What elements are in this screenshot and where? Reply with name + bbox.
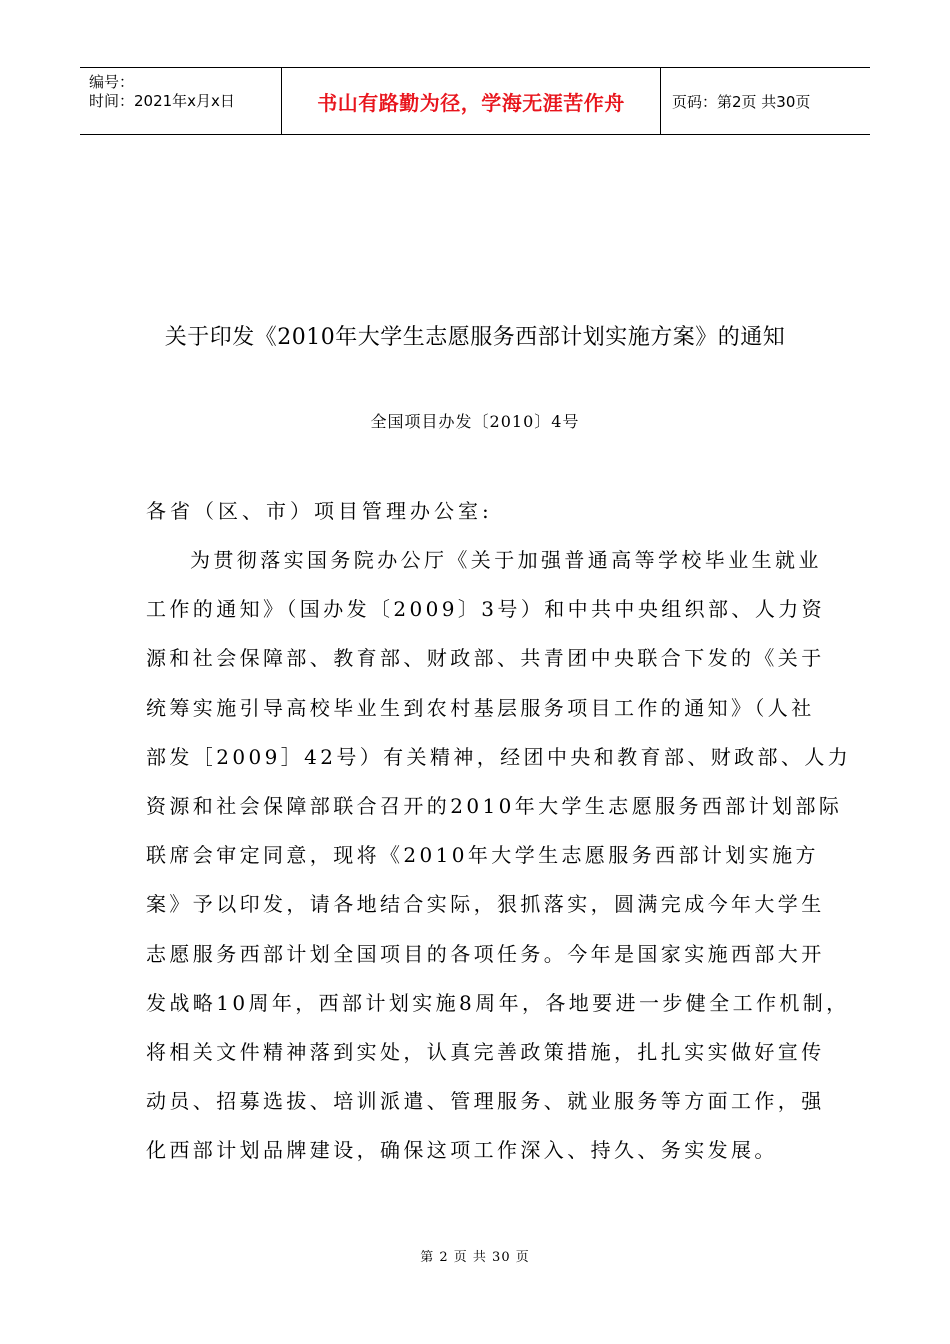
body-line: 资源和社会保障部联合召开的2010年大学生志愿服务西部计划部际 (146, 793, 843, 818)
page-footer: 第 2 页 共 30 页 (420, 1250, 530, 1265)
document-title: 关于印发《2010年大学生志愿服务西部计划实施方案》的通知 (164, 325, 786, 350)
number-label: 编号： (89, 73, 135, 91)
body-line: 发战略10周年，西部计划实施8周年，各地要进一步健全工作机制， (146, 990, 850, 1015)
body-line: 案》予以印发，请各地结合实际，狠抓落实，圆满完成今年大学生 (146, 892, 825, 917)
header-page-info: 页码：第2页 共30页 (672, 92, 811, 111)
body-line: 统筹实施引导高校毕业生到农村基层服务项目工作的通知》（人社 (146, 695, 815, 720)
page-header (80, 67, 870, 135)
body-line: 动员、招募选拔、培训派遣、管理服务、就业服务等方面工作，强 (146, 1089, 825, 1114)
document-number: 全国项目办发〔2010〕4号 (370, 412, 580, 431)
body-line: 部发［2009］42号）有关精神，经团中央和教育部、财政部、人力 (146, 744, 852, 769)
body-line: 源和社会保障部、教育部、财政部、共青团中央联合下发的《关于 (146, 646, 825, 671)
header-motto: 书山有路勤为径，学海无涯苦作舟 (281, 68, 661, 134)
salutation: 各省（区、市）项目管理办公室: (146, 499, 493, 523)
body-line: 化西部计划品牌建设，确保这项工作深入、持久、务实发展。 (146, 1138, 778, 1163)
body-line: 联席会审定同意，现将《2010年大学生志愿服务西部计划实施方 (146, 843, 819, 868)
body-line: 工作的通知》（国办发〔2009〕3号）和中共中央组织部、人力资 (146, 597, 826, 622)
header-meta (80, 68, 281, 134)
body-line: 为贯彻落实国务院办公厅《关于加强普通高等学校毕业生就业 (190, 548, 822, 572)
body-line: 将相关文件精神落到实处，认真完善政策措施，扎扎实实做好宣传 (146, 1039, 825, 1064)
body-line: 志愿服务西部计划全国项目的各项任务。今年是国家实施西部大开 (146, 941, 825, 966)
body-paragraph (146, 545, 852, 1184)
time-label: 时间：2021年x月x日 (89, 92, 235, 110)
